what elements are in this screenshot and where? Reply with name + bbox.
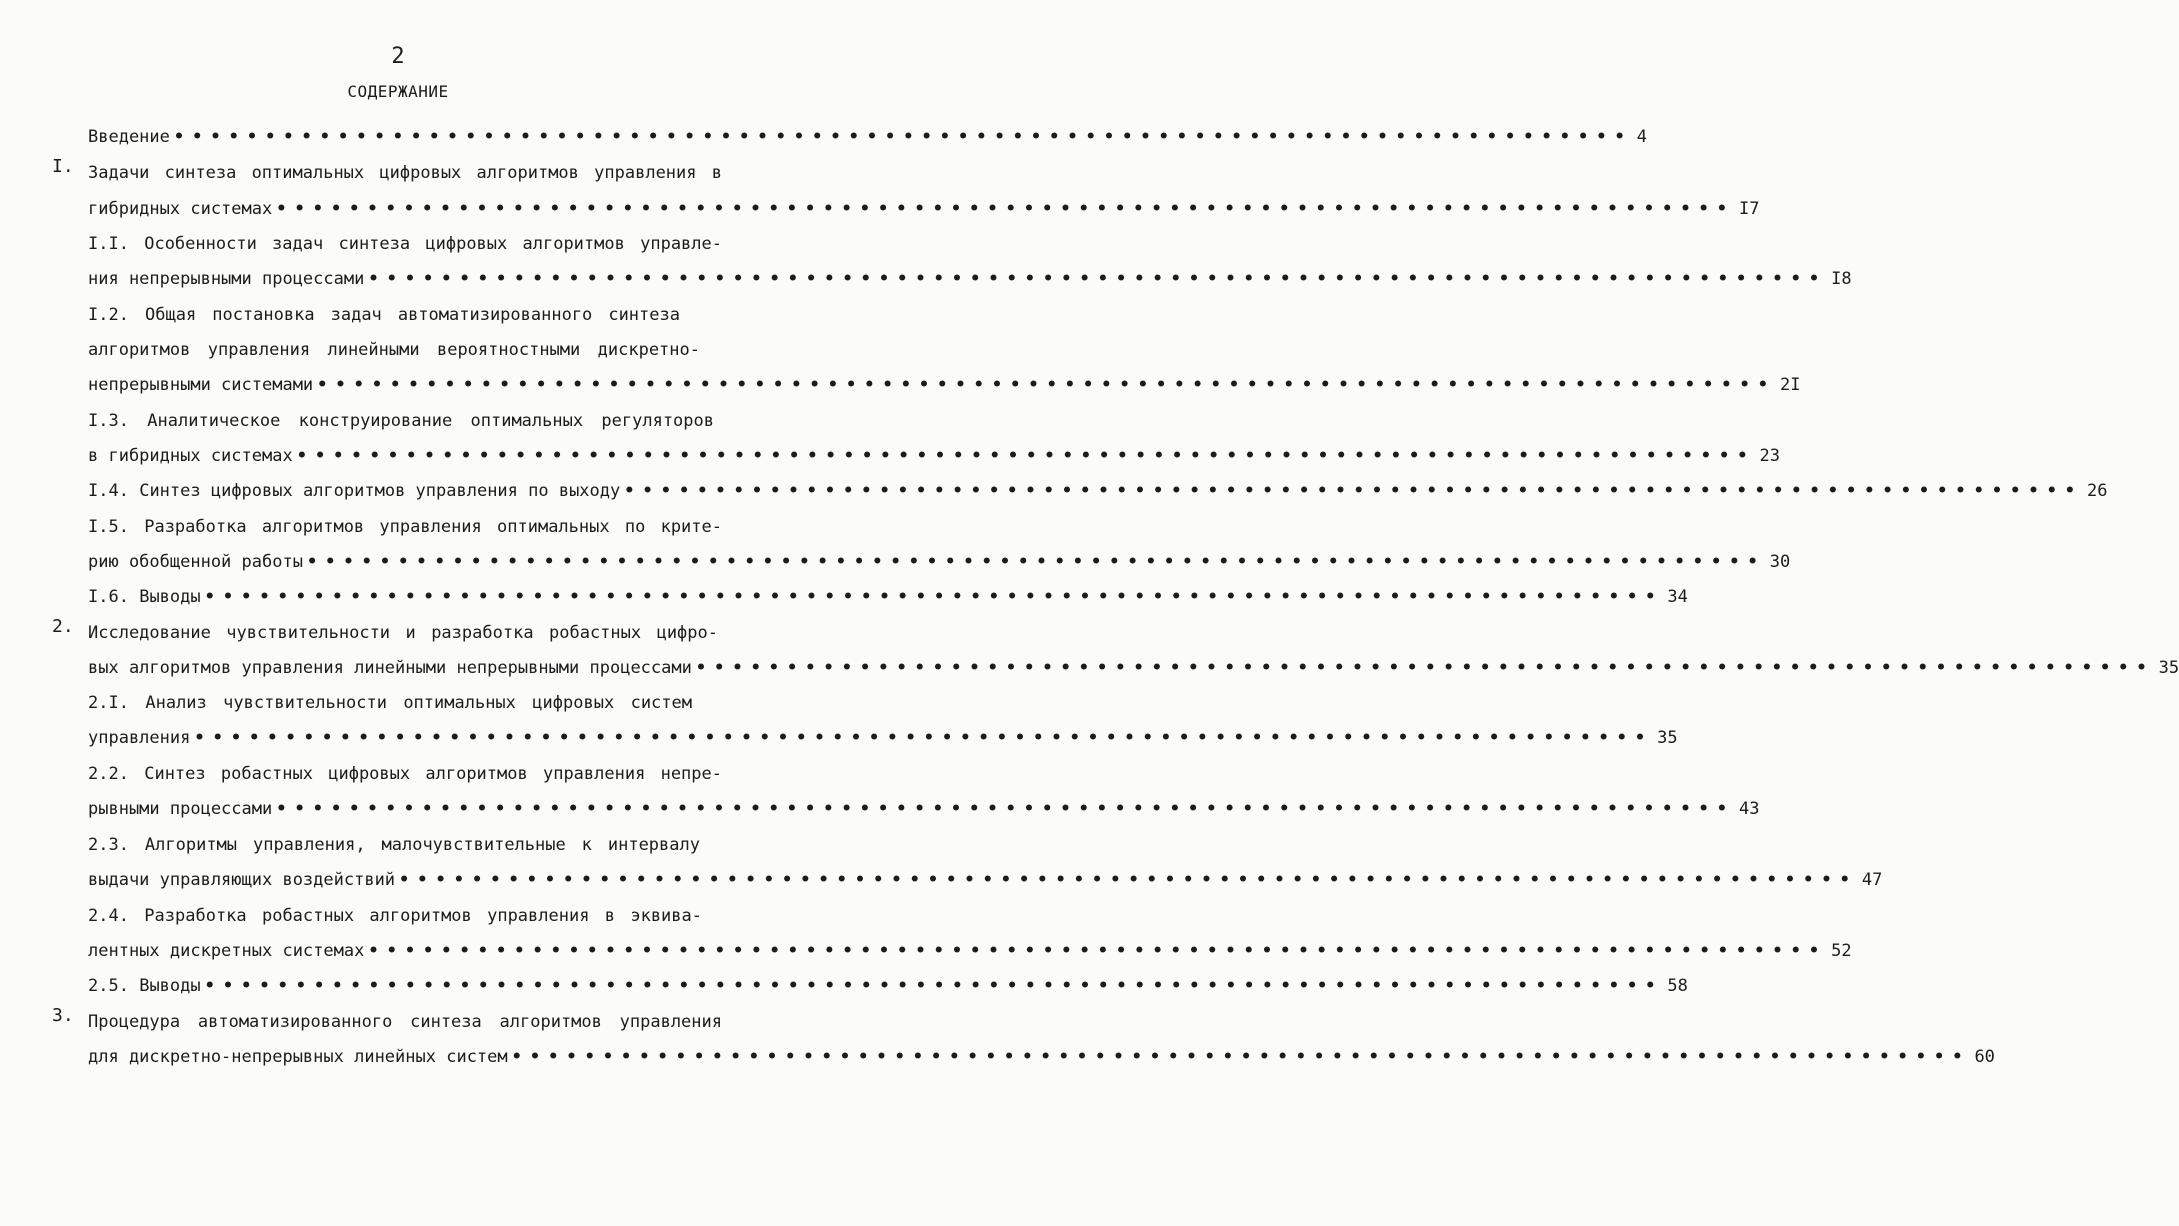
chapter-number: 3.	[52, 1005, 74, 1026]
toc-entry-2-5[interactable]: 2.5. Выводы •••••••••••••••••••••••••••••••••••••••••••••••••••••••••••••••••••••••••••••••• 58	[88, 969, 756, 1003]
toc-entry-ch1[interactable]: Задачи синтеза оптимальных цифровых алгоритмов управления в	[88, 163, 722, 183]
toc-entry-1-4[interactable]: I.4. Синтез цифровых алгоритмов управления по выходу •••••••••••••••••••••••••••••••••••••••••••••••••••••••••••••••••••••••••••••••• 26	[88, 474, 756, 508]
dot-leader: ••••••••••••••••••••••••••••••••••••••••••••••••••••••••••••••••••••••••••••••••	[306, 552, 1766, 572]
page-ref: 35	[1657, 728, 1678, 748]
chapter-number: I.	[52, 156, 74, 177]
toc-entry-2-2[interactable]: 2.2. Синтез робастных цифровых алгоритмов управления непре-	[88, 764, 722, 784]
toc-entry-1-2-cont[interactable]: алгоритмов управления линейными вероятностными дискретно-	[88, 340, 700, 360]
dot-leader: ••••••••••••••••••••••••••••••••••••••••••••••••••••••••••••••••••••••••••••••••	[317, 375, 1776, 395]
dot-leader: ••••••••••••••••••••••••••••••••••••••••••••••••••••••••••••••••••••••••••••••••	[399, 870, 1858, 890]
toc-entry-2-1[interactable]: 2.I. Анализ чувствительности оптимальных цифровых систем	[88, 693, 692, 713]
page-ref: 52	[1831, 941, 1852, 961]
toc-entry-1-2-cont2[interactable]: непрерывными системами •••••••••••••••••••••••••••••••••••••••••••••••••••••••••••••••••••••••••••••••• 2I	[88, 368, 756, 402]
dot-leader: ••••••••••••••••••••••••••••••••••••••••••••••••••••••••••••••••••••••••••••••••	[368, 269, 1828, 289]
page-ref: 2I	[1779, 375, 1801, 395]
toc-entry-ch1-cont[interactable]: гибридных системах •••••••••••••••••••••••••••••••••••••••••••••••••••••••••••••••••••••••••••••••• I7	[88, 192, 756, 226]
toc-entry-2-3-cont[interactable]: выдачи управляющих воздействий •••••••••••••••••••••••••••••••••••••••••••••••••••••••••••••••••••••••••••••••• 47	[88, 863, 756, 897]
page-ref: 26	[2087, 481, 2108, 501]
chapter-number: 2.	[52, 616, 74, 637]
dot-leader: ••••••••••••••••••••••••••••••••••••••••••••••••••••••••••••••••••••••••••••••••	[695, 658, 2155, 678]
dot-leader: ••••••••••••••••••••••••••••••••••••••••••••••••••••••••••••••••••••••••••••••••	[296, 446, 1756, 466]
dot-leader: ••••••••••••••••••••••••••••••••••••••••••••••••••••••••••••••••••••••••••••••••	[173, 127, 1633, 147]
toc-entry-1-5-cont[interactable]: рию обобщенной работы •••••••••••••••••••••••••••••••••••••••••••••••••••••••••••••••••••••••••••••••• 30	[88, 545, 756, 579]
toc-entry-ch2[interactable]: Исследование чувствительности и разработка робастных цифро-	[88, 623, 718, 643]
toc-entry-1-6[interactable]: I.6. Выводы •••••••••••••••••••••••••••••••••••••••••••••••••••••••••••••••••••••••••••••••• 34	[88, 580, 756, 614]
dot-leader: ••••••••••••••••••••••••••••••••••••••••••••••••••••••••••••••••••••••••••••••••	[624, 481, 2084, 501]
toc-entry-1-2[interactable]: I.2. Общая постановка задач автоматизированного синтеза	[88, 305, 680, 325]
toc-entry-2-4[interactable]: 2.4. Разработка робастных алгоритмов управления в эквива-	[88, 906, 702, 926]
toc-entry-2-4-cont[interactable]: лентных дискретных системах •••••••••••••••••••••••••••••••••••••••••••••••••••••••••••••••••••••••••••••••• 52	[88, 934, 756, 968]
toc-title: СОДЕРЖАНИЕ	[347, 82, 449, 101]
dot-leader: ••••••••••••••••••••••••••••••••••••••••••••••••••••••••••••••••••••••••••••••••	[276, 799, 1736, 819]
page-ref: 35	[2158, 658, 2179, 678]
toc-entry-intro[interactable]: Введение •••••••••••••••••••••••••••••••••••••••••••••••••••••••••••••••••••••••••••••••• 4	[88, 120, 756, 154]
page-ref: I7	[1739, 199, 1760, 219]
toc-entry-1-3-cont[interactable]: в гибридных системах •••••••••••••••••••••••••••••••••••••••••••••••••••••••••••••••••••••••••••••••• 23	[88, 439, 756, 473]
toc-entry-ch3[interactable]: Процедура автоматизированного синтеза алгоритмов управления	[88, 1012, 722, 1032]
page-ref: I8	[1831, 269, 1852, 289]
toc-entry-1-3[interactable]: I.3. Аналитическое конструирование оптимальных регуляторов	[88, 411, 714, 431]
toc-entry-2-1-cont[interactable]: управления •••••••••••••••••••••••••••••••••••••••••••••••••••••••••••••••••••••••••••••••• 35	[88, 721, 756, 755]
page-ref: 58	[1667, 976, 1688, 996]
dot-leader: ••••••••••••••••••••••••••••••••••••••••••••••••••••••••••••••••••••••••••••••••	[276, 199, 1736, 219]
toc-entry-1-1[interactable]: I.I. Особенности задач синтеза цифровых алгоритмов управле-	[88, 234, 722, 254]
page-ref: 34	[1667, 587, 1688, 607]
toc-entry-1-1-cont[interactable]: ния непрерывными процессами •••••••••••••••••••••••••••••••••••••••••••••••••••••••••••••••••••••••••••••••• I8	[88, 262, 756, 296]
page-ref: 30	[1769, 552, 1791, 572]
page-number: 2	[391, 44, 405, 69]
dot-leader: ••••••••••••••••••••••••••••••••••••••••••••••••••••••••••••••••••••••••••••••••	[368, 941, 1828, 961]
dot-leader: ••••••••••••••••••••••••••••••••••••••••••••••••••••••••••••••••••••••••••••••••	[204, 976, 1664, 996]
page-ref: 47	[1861, 870, 1883, 890]
page-ref: 43	[1739, 799, 1760, 819]
dot-leader: ••••••••••••••••••••••••••••••••••••••••••••••••••••••••••••••••••••••••••••••••	[194, 728, 1654, 748]
dot-leader: ••••••••••••••••••••••••••••••••••••••••••••••••••••••••••••••••••••••••••••••••	[204, 587, 1664, 607]
toc-entry-2-3[interactable]: 2.3. Алгоритмы управления, малочувствительные к интервалу	[88, 835, 700, 855]
toc-entry-2-2-cont[interactable]: рывными процессами •••••••••••••••••••••••••••••••••••••••••••••••••••••••••••••••••••••••••••••••• 43	[88, 792, 756, 826]
page-ref: 60	[1974, 1047, 1995, 1067]
page-ref: 4	[1636, 127, 1647, 147]
dot-leader: ••••••••••••••••••••••••••••••••••••••••••••••••••••••••••••••••••••••••••••••••	[511, 1047, 1971, 1067]
page-ref: 23	[1759, 446, 1780, 466]
toc-entry-ch2-cont[interactable]: вых алгоритмов управления линейными непрерывными процессами •••••••••••••••••••••••••••••••••••••••••••••••••••••••••••••••••••••••••••••••• 35	[88, 651, 756, 685]
toc-entry-1-5[interactable]: I.5. Разработка алгоритмов управления оптимальных по крите-	[88, 517, 722, 537]
toc-entry-ch3-cont[interactable]: для дискретно-непрерывных линейных систем •••••••••••••••••••••••••••••••••••••••••••••••••••••••••••••••••••••••••••••••• 60	[88, 1040, 756, 1074]
